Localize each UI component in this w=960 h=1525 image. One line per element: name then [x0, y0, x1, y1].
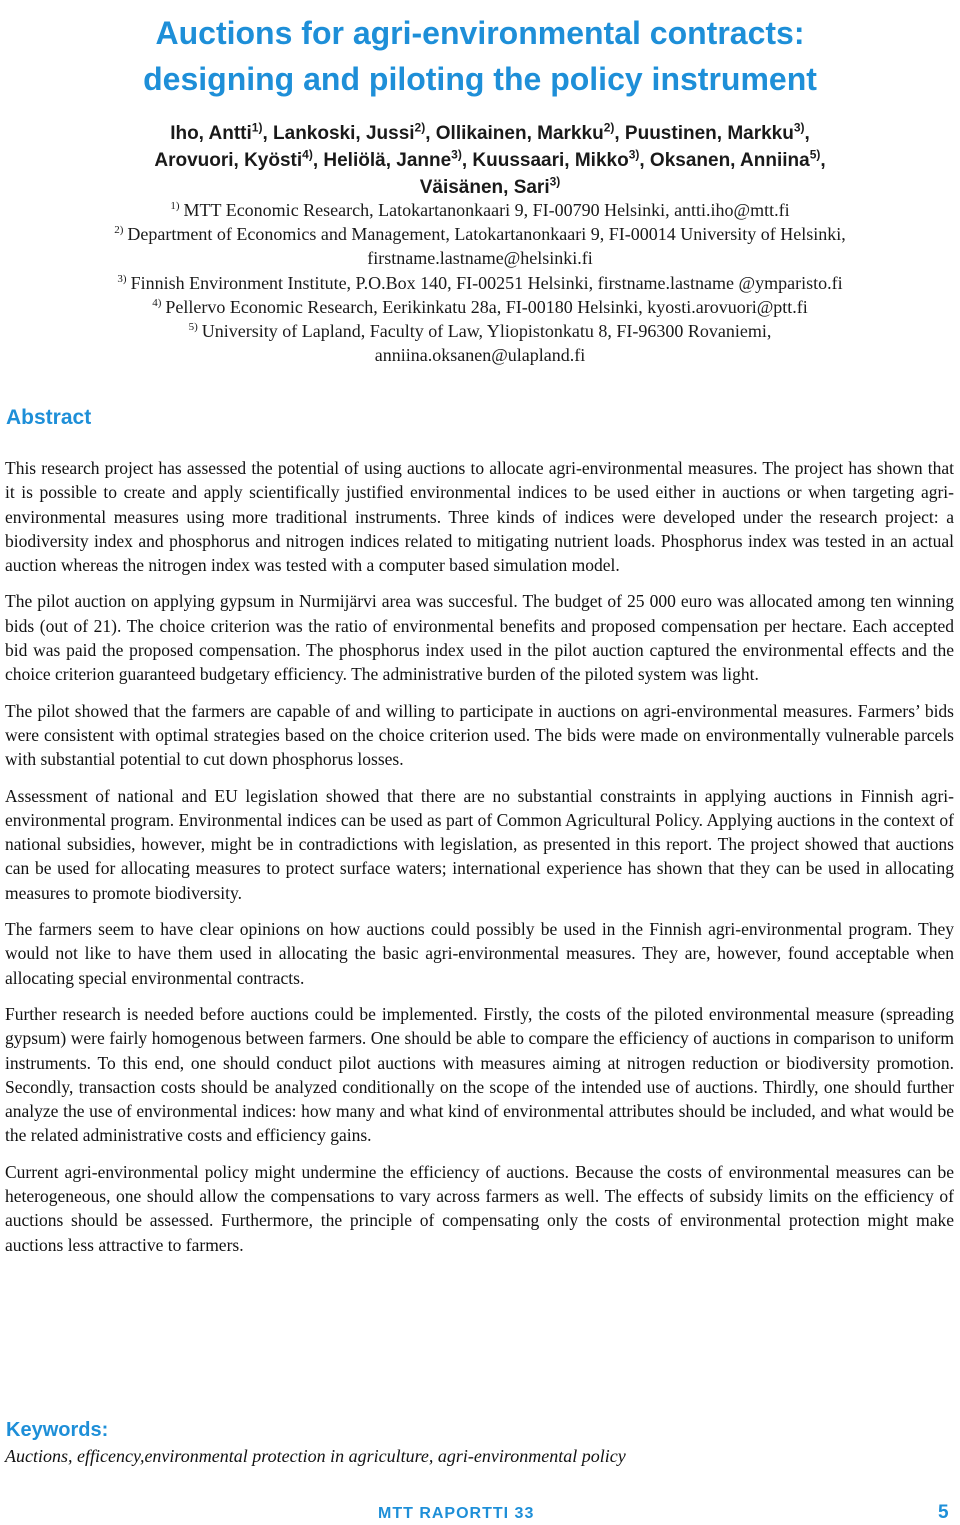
affiliation: $^{2)}$ Department of Economics and Management, Latokartanonkaari 9, FI-00014 University of Helsinki, firstname.lastname@helsinki.fi — [114, 224, 846, 269]
footer-series-title: MTT RAPORTTI 33 — [378, 1505, 535, 1522]
author: Heliölä, Janne$^{3)}$, — [323, 147, 473, 171]
abstract-paragraph: The farmers seem to have clear opinions on how auctions could possibly be used in the Finnish agri-environmental program. They would not like to have them used in allocating the basic agri-environmental measures. They are, however, found acceptable when allocating special environmental contracts. — [5, 919, 954, 988]
keywords-heading: Keywords: — [6, 1419, 109, 1441]
title-line-1: Auctions for agri-environmental contracts: — [155, 15, 805, 51]
paper-title — [0, 10, 960, 102]
affiliation: $^{5)}$ University of Lapland, Faculty of Law, Yliopistonkatu 8, FI-96300 Rovaniemi, anniina.oksanen@ulapland.fi — [188, 321, 772, 366]
abstract-heading: Abstract — [6, 406, 92, 429]
author: Puustinen, Markku$^{3)}$, — [624, 120, 810, 144]
abstract-paragraph: Further research is needed before auctions could be implemented. Firstly, the costs of the piloted environmental measure (spreading gypsum) were fairly homogenous between farmers. One should be able to compare the efficiency of auctions in comparison to uniform instruments. To this end, one should conduct pilot auctions with measures aiming at nitrogen reduction or biodiversity promotion. Secondly, transaction costs should be analyzed conditionally on the scope of the intended use of auctions. Thirdly, one should further analyze the use of environmental indices: how many and what kind of environmental attributes should be included, and what would be the related administrative costs and efficiency gains. — [5, 1003, 954, 1146]
keywords-text: Auctions, efficency,environmental protection in agriculture, agri-environmental policy — [5, 1446, 626, 1466]
author: Ollikainen, Markku$^{2)}$, — [435, 120, 625, 144]
author: Kuussaari, Mikko$^{3)}$, — [472, 147, 650, 171]
abstract-paragraph: This research project has assessed the potential of using auctions to allocate agri-environmental measures. The project has shown that it is possible to create and apply scientifically justified environmental indices to be used either in auctions or when targeting agri-environmental measures using more traditional instruments. Three kinds of indices were developed under the research project: a biodiversity index and phosphorus and nitrogen indices related to mitigating nutrient loads. Phosphorus index was tested in an actual auction whereas the nitrogen index was tested with a computer based simulation model. — [5, 458, 954, 576]
affiliation: $^{3)}$ Finnish Environment Institute, P.O.Box 140, FI-00251 Helsinki, firstname.lastname @ymparisto.fi — [117, 272, 843, 293]
abstract-paragraph: The pilot showed that the farmers are capable of and willing to participate in auctions on agri-environmental measures. Farmers’ bids were consistent with optimal strategies based on the choice criterion used. The bids were made on environmentally vulnerable parcels with substantial potential to cut down phosphorus losses. — [5, 700, 954, 770]
affiliation: $^{1)}$ MTT Economic Research, Latokartanonkaari 9, FI-00790 Helsinki, antti.iho@mtt.fi — [170, 200, 790, 220]
author: Väisänen, Sari$^{3)}$ — [419, 174, 561, 198]
abstract-paragraph: The pilot auction on applying gypsum in Nurmijärvi area was succesful. The budget of 25 000 euro was allocated among ten winning bids (out of 21). The choice criterion was the ratio of environmental benefits and proposed compensation per hectare. Each accepted bid was paid the proposed compensation. The phosphorus index used in the pilot auction captured the environmental effects and the choice criterion guaranteed budgetary efficiency. The administrative burden of the piloted system was light. — [5, 591, 954, 685]
abstract-body — [5, 456, 954, 1269]
author: Lankoski, Jussi$^{2)}$, — [273, 120, 436, 144]
affiliation: $^{4)}$ Pellervo Economic Research, Eerikinkatu 28a, FI-00180 Helsinki, kyosti.arovuori@ptt.fi — [152, 296, 808, 317]
abstract-paragraph: Current agri-environmental policy might undermine the efficiency of auctions. Because the costs of environmental measures can be heterogeneous, one should allow the compensations to vary across farmers as well. The effects of subsidy limits on the efficiency of auctions should be assessed. Furthermore, the principle of compensating only the costs of environmental protection might make auctions less attractive to farmers. — [5, 1161, 954, 1255]
abstract-paragraph: Assessment of national and EU legislation showed that there are no substantial constraints in applying auctions in Finnish agri-environmental program. Environmental indices can be used as part of Common Agricultural Policy. Applying auctions in the context of national subsidies, however, might be in contradictions with legislation, as presented in this report. The project showed that auctions can be used for allocating measures to protect surface waters; international experience has shown that they can be used in allocating measures to promote biodiversity. — [5, 785, 954, 903]
author-list — [60, 120, 920, 201]
author: Oksanen, Anniina$^{5)}$, — [649, 147, 826, 171]
author: Arovuori, Kyösti$^{4)}$, — [154, 147, 324, 171]
title-line-2: designing and piloting the policy instrument — [143, 61, 817, 97]
page-number: 5 — [938, 1502, 949, 1523]
author: Iho, Antti$^{1)}$, — [170, 120, 274, 144]
affiliation-list — [0, 198, 960, 367]
